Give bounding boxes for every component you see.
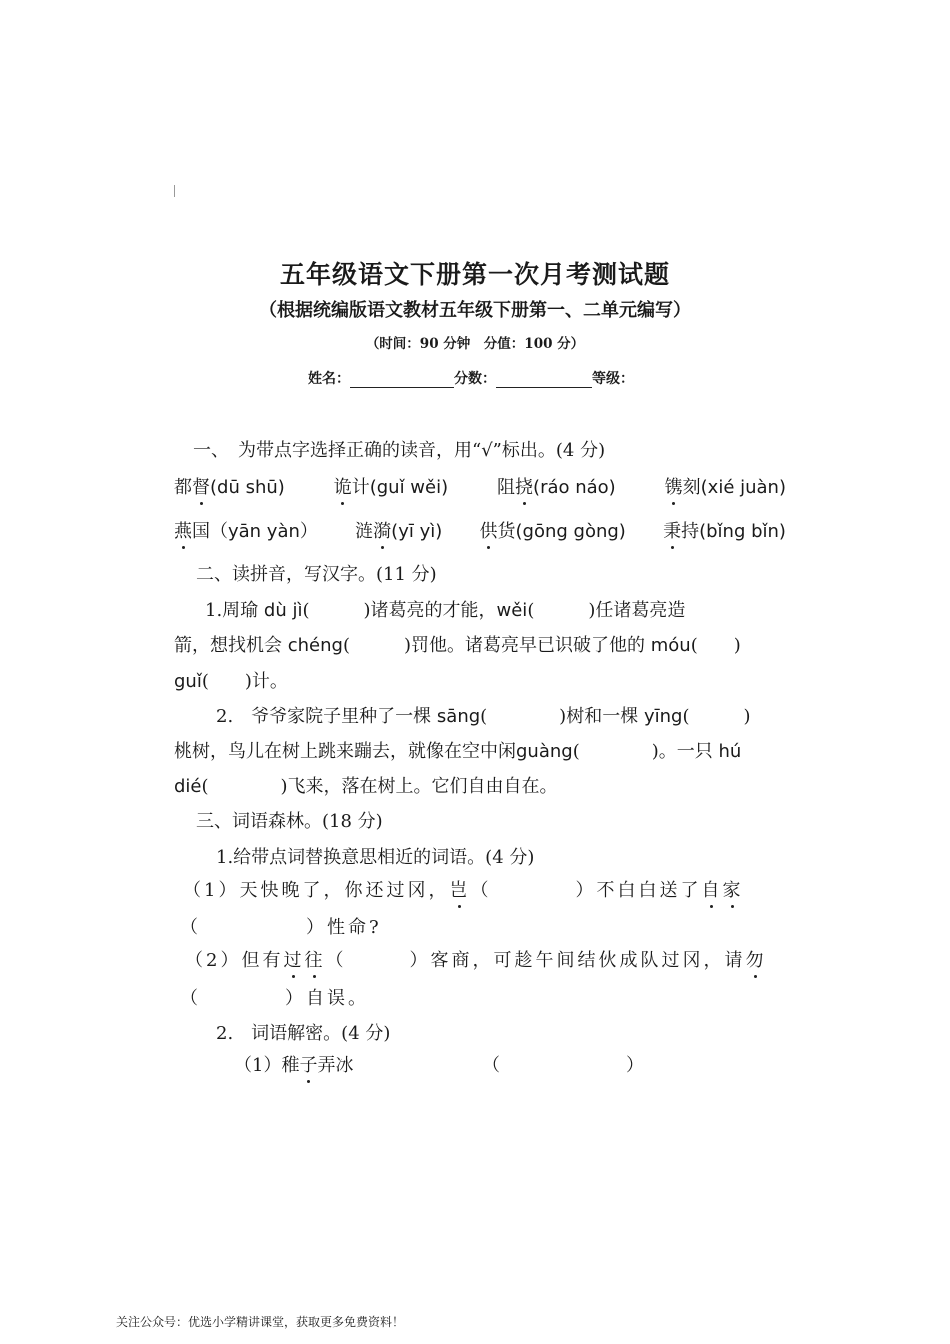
section1-row2 — [174, 517, 786, 543]
section2-q1-line1: 1.周瑜 dù jì( )诸葛亮的才能，wěi( )任诸葛亮造 — [205, 600, 686, 621]
student-info-line — [308, 368, 634, 388]
name-blank[interactable] — [350, 373, 454, 388]
answer-blank[interactable]: （ ）不白白送了 — [470, 880, 702, 901]
answer-blank[interactable]: ( )任诸葛亮造 — [527, 600, 686, 621]
pinyin-choice-item[interactable]: 诡计(guǐ wěi) — [334, 473, 448, 499]
answer-blank[interactable]: ( ) — [690, 635, 741, 656]
score-blank[interactable] — [496, 373, 592, 388]
section2-q2-line1: 2. 爷爷家院子里种了一棵 sāng( )树和一棵 yīng( ) — [216, 706, 751, 727]
pinyin-choice-item[interactable]: 供货(gōng gòng) — [480, 517, 626, 543]
section1-row1 — [174, 473, 786, 499]
page-subtitle: （根据统编版语文教材五年级下册第一、二单元编写） — [259, 300, 691, 321]
pinyin-choice-item[interactable]: 都督(dū shū) — [174, 473, 285, 499]
section2-q2-line2: 桃树，鸟儿在树上跳来蹦去，就像在空中闲guàng( )。一只 hú — [174, 741, 742, 762]
section3-heading: 三、词语森林。(18 分) — [196, 811, 383, 832]
score-label: 分数： — [454, 371, 496, 387]
pinyin-choice-item[interactable]: 镌刻(xié juàn) — [665, 473, 786, 499]
answer-blank[interactable]: ( )诸葛亮的才能， — [302, 600, 497, 621]
section3-sub1-line3: （2）但有过往（ ）客商，可趁午间结伙成队过冈，请勿 — [185, 946, 766, 972]
section3-sub2-line1: （1）稚子弄冰 — [234, 1051, 353, 1077]
section2-q1-line3: guǐ( )计。 — [174, 671, 288, 692]
margin-mark — [174, 185, 175, 197]
section2-q1-line2: 箭，想找机会 chéng( )罚他。诸葛亮早已识破了他的 móu( ) — [174, 635, 741, 656]
answer-blank[interactable]: ( )。一只 — [572, 741, 719, 762]
answer-blank[interactable]: ( )罚他。诸葛亮早已识破了他的 — [342, 635, 651, 656]
section3-sub1-line1: （1）天快晚了，你还过冈，岂（ ）不白白送了自家 — [183, 876, 743, 902]
time-info: （时间：90 分钟 分值：100 分） — [365, 336, 585, 352]
pinyin-choice-item[interactable]: 秉持(bǐng bǐn) — [663, 517, 786, 543]
answer-blank[interactable]: ( )计。 — [201, 671, 288, 692]
name-label: 姓名： — [308, 371, 350, 387]
answer-blank[interactable]: ( )树和一棵 — [480, 706, 644, 727]
section2-heading: 二、读拼音，写汉字。(11 分) — [196, 564, 437, 585]
section2-q2-line3: dié( )飞来，落在树上。它们自由自在。 — [174, 776, 558, 797]
section3-sub2-answer[interactable]: （ ） — [482, 1055, 644, 1076]
section3-sub1: 1.给带点词替换意思相近的词语。(4 分) — [216, 847, 535, 868]
pinyin-choice-item[interactable]: 涟漪(yī yì) — [355, 517, 442, 543]
pinyin-choice-item[interactable]: 燕国（yān yàn） — [174, 517, 318, 543]
grade-label: 等级： — [592, 371, 634, 387]
answer-blank[interactable]: ( ) — [682, 706, 751, 727]
section3-sub1-line2[interactable]: （ ）性命? — [180, 917, 382, 938]
answer-blank[interactable]: （ ）客商，可趁午间结伙成队过冈，请 — [325, 950, 746, 971]
footer-note: 关注公众号：优选小学精讲课堂，获取更多免费资料！ — [116, 1315, 405, 1329]
page-title: 五年级语文下册第一次月考测试题 — [279, 260, 670, 289]
pinyin-choice-item[interactable]: 阻挠(ráo náo) — [497, 473, 616, 499]
section3-sub1-line4[interactable]: （ ）自误。 — [180, 988, 369, 1009]
section1-heading: 一、 为带点字选择正确的读音，用“√”标出。(4 分) — [193, 440, 606, 461]
answer-blank[interactable]: ( )飞来，落在树上。它们自由自在。 — [201, 776, 558, 797]
section3-sub2: 2. 词语解密。(4 分) — [216, 1023, 391, 1044]
